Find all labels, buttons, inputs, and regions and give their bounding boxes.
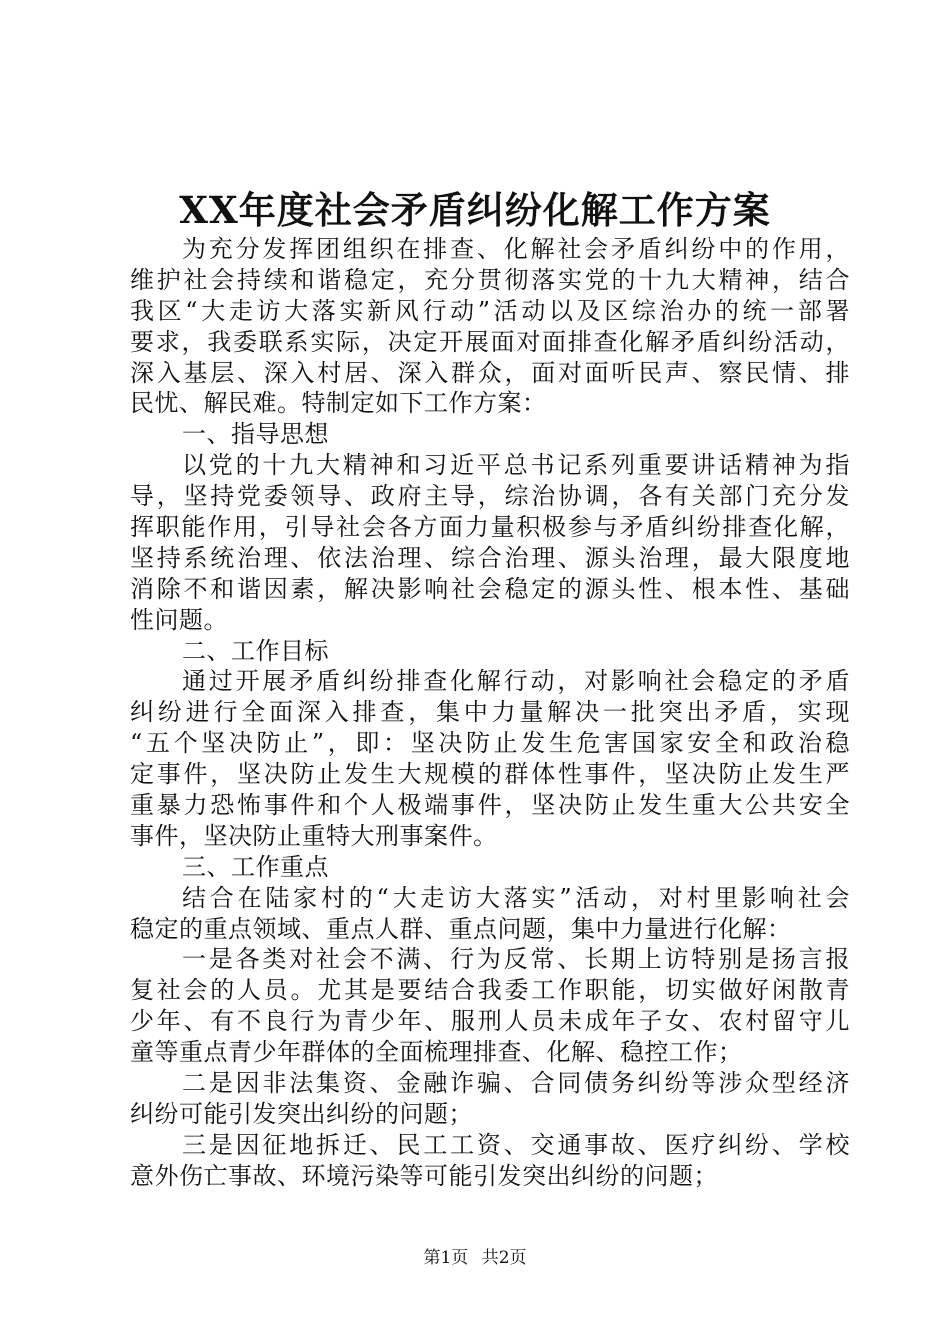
text-line: 坚持系统治理、依法治理、综合治理、源头治理，最大限度地 <box>130 543 850 572</box>
text-line: 维护社会持续和谐稳定，充分贯彻落实党的十九大精神，结合 <box>130 265 850 294</box>
text-line: 纠纷进行全面深入排查，集中力量解决一批突出矛盾，实现 <box>130 698 850 727</box>
text-line: 稳定的重点领域、重点人群、重点问题，集中力量进行化解： <box>130 914 792 943</box>
text-line: 纠纷可能引发突出纠纷的问题； <box>130 1099 473 1128</box>
text-line: 一是各类对社会不满、行为反常、长期上访特别是扬言报 <box>182 945 850 974</box>
text-line: 事件，坚决防止重特大刑事案件。 <box>130 821 498 850</box>
text-line: 少年、有不良行为青少年、服刑人员未成年子女、农村留守儿 <box>130 1007 850 1036</box>
text-line: 复社会的人员。尤其是要结合我委工作职能，切实做好闲散青 <box>130 976 850 1005</box>
text-line: 二、工作目标 <box>182 636 329 665</box>
text-line: 导，坚持党委领导、政府主导，综治协调，各有关部门充分发 <box>130 482 850 511</box>
page-number: 第1页 <box>423 1248 469 1268</box>
text-line: 我区“大走访大落实新风行动”活动以及区综治办的统一部署 <box>130 296 850 325</box>
text-line: 二是因非法集资、金融诈骗、合同债务纠纷等涉众型经济 <box>182 1069 850 1098</box>
text-line: 一、指导思想 <box>182 420 329 449</box>
text-line: 三、工作重点 <box>182 852 329 881</box>
text-line: 性问题。 <box>130 605 228 634</box>
page-total: 共2页 <box>481 1248 527 1268</box>
page-footer <box>0 1246 950 1270</box>
text-line: 民忧、解民难。特制定如下工作方案： <box>130 389 547 418</box>
text-line: 意外伤亡事故、环境污染等可能引发突出纠纷的问题； <box>130 1161 718 1190</box>
text-line: 通过开展矛盾纠纷排查化解行动，对影响社会稳定的矛盾 <box>182 667 850 696</box>
text-line: 挥职能作用，引导社会各方面力量积极参与矛盾纠纷排查化解， <box>130 513 850 542</box>
text-line: 深入基层、深入村居、深入群众，面对面听民声、察民情、排 <box>130 358 850 387</box>
text-line: 消除不和谐因素，解决影响社会稳定的源头性、根本性、基础 <box>130 574 850 603</box>
document-title: XX年度社会矛盾纠纷化解工作方案 <box>179 188 771 232</box>
document-body <box>130 234 850 1192</box>
text-line: “五个坚决防止”，即：坚决防止发生危害国家安全和政治稳 <box>130 729 850 758</box>
text-line: 童等重点青少年群体的全面梳理排查、化解、稳控工作； <box>130 1038 743 1067</box>
text-line: 以党的十九大精神和习近平总书记系列重要讲话精神为指 <box>182 451 850 480</box>
text-line: 定事件，坚决防止发生大规模的群体性事件，坚决防止发生严 <box>130 760 850 789</box>
text-line: 为充分发挥团组织在排查、化解社会矛盾纠纷中的作用， <box>182 235 850 263</box>
text-line: 三是因征地拆迁、民工工资、交通事故、医疗纠纷、学校 <box>182 1130 850 1159</box>
text-line: 结合在陆家村的“大走访大落实”活动，对村里影响社会 <box>182 883 850 912</box>
text-line: 要求，我委联系实际，决定开展面对面排查化解矛盾纠纷活动， <box>130 327 850 356</box>
text-line: 重暴力恐怖事件和个人极端事件，坚决防止发生重大公共安全 <box>130 791 850 820</box>
